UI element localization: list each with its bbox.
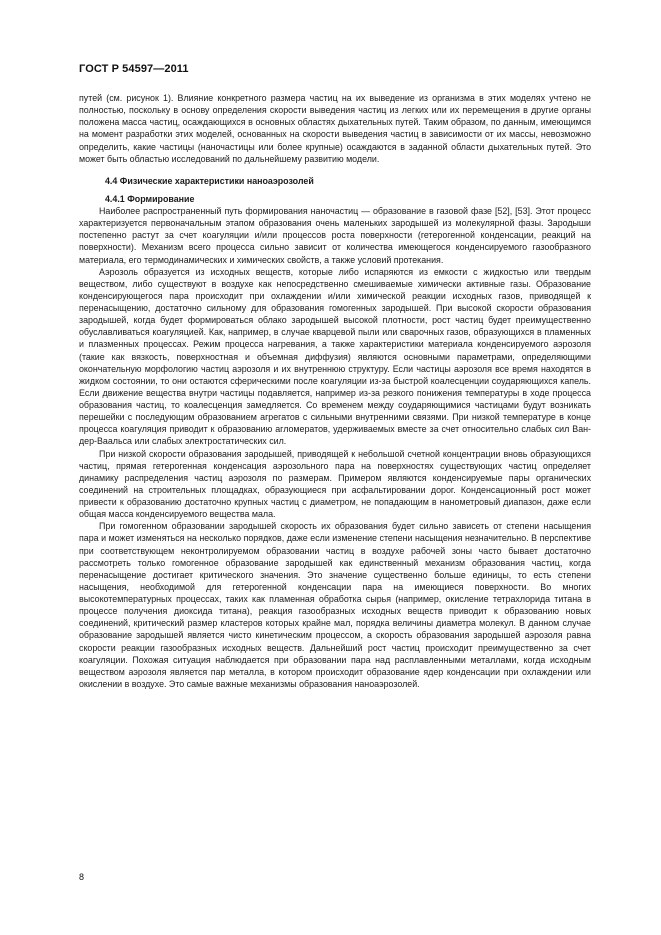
section-heading-4-4: 4.4 Физические характеристики наноаэрозолей — [105, 175, 314, 186]
standard-designation: ГОСТ Р 54597—2011 — [79, 63, 189, 75]
page-number: 8 — [79, 872, 85, 882]
paragraph-continuation: путей (см. рисунок 1). Влияние конкретного размера частиц на их выведение из организма в этих моделях учтено не полностью, поскольку в основу определения скорости выведения частиц из легких или их перемещения в другие органы положена масса частиц, осаждающихся в основных областях дыхательных путей. Таким образом, по данным, имеющимся на момент разработки этих моделей, основанных на скорости выведения частиц в зависимости от их массы, невозможно определить, какие частицы (наночастицы или более крупные) осаждаются в заданной области дыхательных путей. Это может быть областью исследований по дальнейшему развитию модели. — [79, 93, 591, 164]
paragraph-low-nucleation: При низкой скорости образования зародышей, приводящей к небольшой счетной концентрации вновь образующихся частиц, прямая гетерогенная конденсация аэрозольного пара на поверхностях существующих частиц определяет динамику распределения частиц аэрозоля по размерам. Примером являются конденсируемые пары органических соединений на строительных площадках, образующиеся при асфальтировании дорог. Конденсационный рост может привести к образованию достаточно крупных частиц с диаметром, не попадающим в нанометровый диапазон, даже если общая масса конденсируемого вещества мала. — [79, 448, 591, 520]
body-text — [79, 92, 591, 690]
paragraph-formation-path: Наиболее распространенный путь формирования наночастиц — образование в газовой фазе [52], [53]. Этот процесс характеризуется первоначальным этапом образования очень маленьких зародышей из молекулярной фазы. Зародыши постепенно растут за счет коагуляции и/или процессов роста поверхности (гетерогенной конденсации, реакций на поверхности). Механизм всего процесса сильно зависит от количества имеющегося конденсируемого газообразного материала, его термодинамических и химических свойств, а также условий протекания. — [79, 206, 591, 265]
subsection-heading-4-4-1: 4.4.1 Формирование — [105, 193, 195, 204]
paragraph-homogeneous-nucleation: При гомогенном образовании зародышей скорость их образования будет сильно зависеть от степени насыщения пара и может изменяться на несколько порядков, даже если изменение степени насыщения незначительно. В перспективе при соответствующем неконтролируемом образовании частиц в воздухе рабочей зоны часто бывает достаточно рассмотреть только гомогенное образование зародышей как единственный механизм образования частиц, когда перенасыщение достигает критического значения. Это значение существенно больше единицы, то есть степени насыщения, необходимой для гетерогенной конденсации пара на имеющиеся поверхности. Во многих высокотемпературных процессах, таких как пламенная обработка сырья (например, окисление тетрахлорида титана в процессе получения диоксида титана), реакция газообразных исходных веществ приводит к образованию новых соединений, критический размер кластеров которых крайне мал, порядка величины диаметра молекул. В данном случае образование зародышей является чисто кинетическим процессом, а скорость образования зародышей аэрозоля равна скорости реакции газообразных исходных веществ. Дальнейший рост частиц происходит преимущественно за счет коагуляции. Похожая ситуация наблюдается при образовании пара над расплавленными металлами, когда исходным веществом аэрозоля является пар металла, в котором происходит образование ядер конденсации при охлаждении или окислении в воздухе. Это самые важные механизмы образования наноаэрозолей. — [79, 521, 591, 689]
paragraph-aerosol-origin: Аэрозоль образуется из исходных веществ, которые либо испаряются из емкости с жидкостью или твердым веществом, либо существуют в воздухе как непосредственно смешиваемые химически активные газы. Образование конденсирующегося пара происходит при охлаждении и/или химической реакции исходных газов, приводящей к перенасыщению, достаточно сильному для образования гомогенных зародышей. При высокой скорости образования зародышей, когда будет формироваться облако зародышей высокой плотности, рост частиц будет преимущественно обуславливаться коагуляцией. Как, например, в случае кварцевой пыли или сварочных газов, образующихся в пламенных и плазменных процессах. Режим процесса нагревания, а также характеристики материала конденсируемого аэрозоля (такие как вязкость, поверхностная и объемная диффузия) являются основными параметрами, определяющими окончательную морфологию частиц аэрозоля и их внутреннюю структуру. Если частицы аэрозоля все время находятся в жидком состоянии, то они остаются сферическими после коагуляции из-за быстрой коалесценции соударяющихся капель. Если движение вещества внутри частицы подавляется, например из-за резкого понижения температуры в ходе процесса образования частиц, то коалесценция замедляется. Со временем между соударяющимися частицами будут возникать перешейки с последующим образованием агрегатов с сильными внутренними связями. При низкой температуре в конце процесса коагуляция приводит к образованию агломератов, удерживаемых вместе за счет относительно слабых сил Ван-дер-Ваальса или слабых электростатических сил. — [79, 266, 591, 447]
